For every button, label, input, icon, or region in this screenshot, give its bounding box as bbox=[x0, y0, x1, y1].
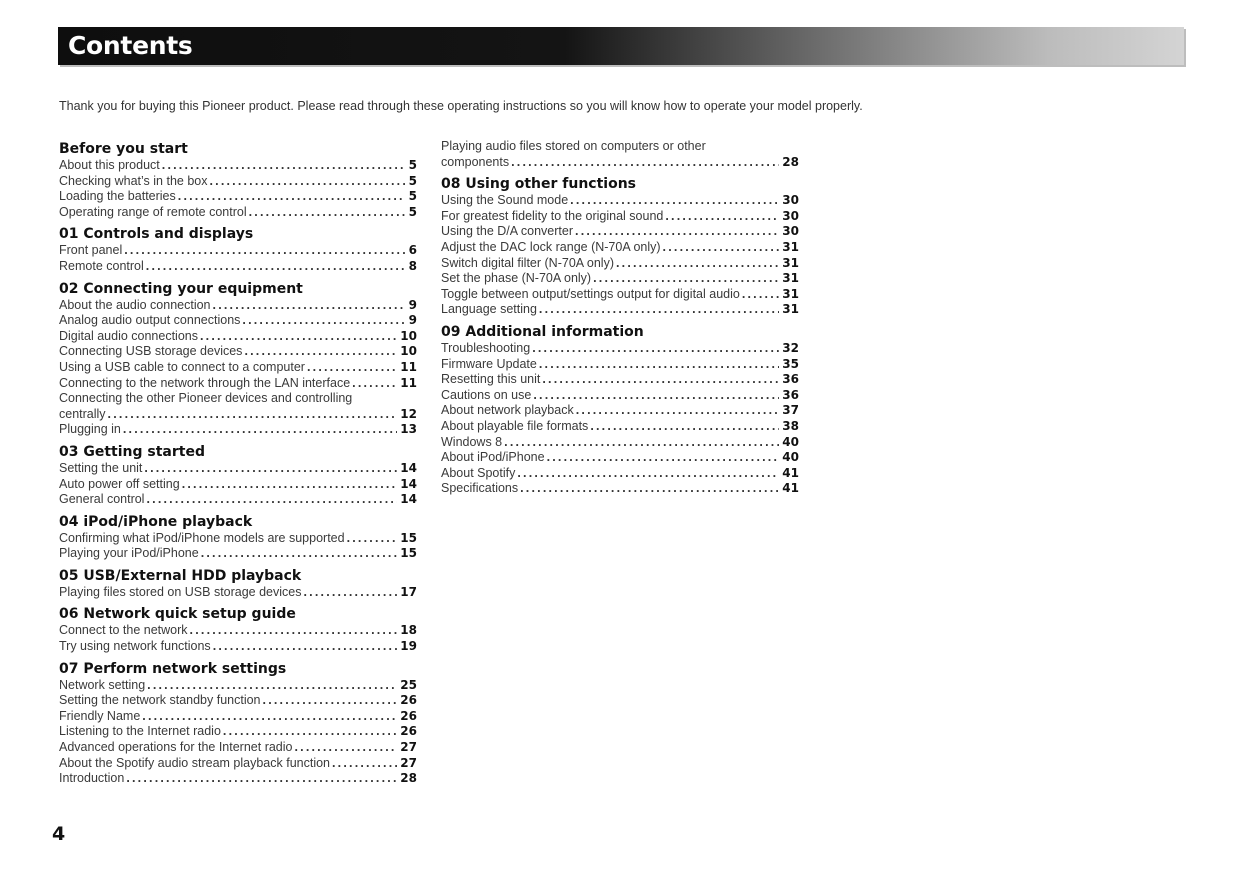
toc-entry-page: 11 bbox=[400, 359, 417, 374]
toc-entry-title: Setting the unit bbox=[59, 460, 143, 475]
toc-entry-title: components bbox=[441, 154, 510, 169]
toc-entry[interactable] bbox=[441, 388, 799, 404]
toc-entry-page: 27 bbox=[400, 755, 417, 770]
toc-entry[interactable] bbox=[441, 302, 799, 318]
toc-entry-title: About this product bbox=[59, 158, 160, 172]
dot-leader bbox=[144, 461, 397, 477]
toc-entry[interactable] bbox=[59, 724, 417, 740]
toc-entry-title: Remote control bbox=[59, 258, 144, 273]
toc-entry-title-line1[interactable]: Connecting the other Pioneer devices and controlling bbox=[59, 391, 353, 406]
toc-entry-title: Language setting bbox=[441, 302, 537, 317]
dot-leader bbox=[223, 724, 397, 740]
toc-entry-title: Switch digital filter (N-70A only) bbox=[441, 255, 614, 270]
dot-leader bbox=[532, 341, 779, 357]
toc-entry[interactable] bbox=[59, 585, 417, 601]
toc-entry-title: Digital audio connections bbox=[59, 328, 198, 343]
toc-entry-title: Connecting to the network through the LAN interface bbox=[59, 375, 351, 390]
toc-entry-page: 31 bbox=[782, 302, 799, 317]
toc-entry-title: Using a USB cable to connect to a computer bbox=[59, 359, 305, 374]
dot-leader bbox=[539, 357, 779, 373]
toc-entry[interactable] bbox=[59, 639, 417, 655]
toc-entry[interactable] bbox=[59, 623, 417, 639]
toc-column-right bbox=[441, 139, 799, 501]
dot-leader bbox=[294, 740, 397, 756]
toc-entry-page: 9 bbox=[408, 313, 417, 328]
toc-entry[interactable] bbox=[59, 313, 417, 329]
toc-section bbox=[441, 139, 799, 170]
toc-entry-title: For greatest fidelity to the original sound bbox=[441, 208, 664, 223]
toc-section bbox=[59, 442, 417, 508]
toc-entry-title: Checking what’s in the box bbox=[59, 173, 208, 188]
toc-entry-page: 9 bbox=[408, 297, 417, 312]
toc-entry-title: Front panel bbox=[59, 243, 123, 258]
toc-entry[interactable] bbox=[441, 240, 799, 256]
dot-leader bbox=[200, 329, 397, 345]
toc-entry-title: Troubleshooting bbox=[441, 340, 531, 355]
toc-section bbox=[441, 174, 799, 318]
toc-entry-title: About the Spotify audio stream playback function bbox=[59, 755, 330, 770]
toc-entry-title: Adjust the DAC lock range (N-70A only) bbox=[441, 239, 661, 254]
toc-entry[interactable] bbox=[441, 341, 799, 357]
dot-leader bbox=[249, 205, 405, 221]
toc-entry[interactable] bbox=[59, 709, 417, 725]
toc-section bbox=[59, 139, 417, 220]
toc-entry-page: 18 bbox=[400, 623, 417, 638]
toc-entry-page: 11 bbox=[400, 375, 417, 390]
toc-entry[interactable] bbox=[59, 298, 417, 314]
dot-leader bbox=[201, 546, 398, 562]
toc-entry-page: 13 bbox=[400, 422, 417, 437]
section-heading: 06 Network quick setup guide bbox=[59, 606, 296, 623]
toc-entry-page: 35 bbox=[782, 356, 799, 371]
toc-entry-page: 14 bbox=[400, 460, 417, 475]
toc-entry-page: 5 bbox=[408, 158, 417, 172]
dot-leader bbox=[182, 477, 398, 493]
toc-entry[interactable] bbox=[59, 756, 417, 772]
dot-leader bbox=[108, 407, 398, 423]
toc-entry[interactable] bbox=[441, 155, 799, 171]
toc-entry-title: Set the phase (N-70A only) bbox=[441, 271, 592, 286]
toc-entry[interactable] bbox=[59, 259, 417, 275]
toc-entry-page: 31 bbox=[782, 271, 799, 286]
dot-leader bbox=[663, 240, 780, 256]
toc-section bbox=[59, 659, 417, 787]
dot-leader bbox=[547, 450, 780, 466]
toc-section bbox=[59, 604, 417, 654]
dot-leader bbox=[590, 419, 779, 435]
toc-entry[interactable] bbox=[59, 546, 417, 562]
toc-entry-page: 26 bbox=[400, 724, 417, 739]
dot-leader bbox=[190, 623, 398, 639]
contents-header-bar bbox=[58, 27, 1184, 65]
toc-section bbox=[59, 566, 417, 601]
toc-entry-page: 36 bbox=[782, 372, 799, 387]
toc-entry-page: 40 bbox=[782, 434, 799, 449]
toc-entry-page: 32 bbox=[782, 340, 799, 355]
toc-entry-page: 27 bbox=[400, 740, 417, 755]
toc-entry-page: 40 bbox=[782, 450, 799, 465]
dot-leader bbox=[575, 224, 779, 240]
toc-section bbox=[59, 512, 417, 562]
dot-leader bbox=[520, 481, 779, 497]
toc-entry-page: 31 bbox=[782, 286, 799, 301]
dot-leader bbox=[244, 344, 397, 360]
toc-entry-page: 31 bbox=[782, 255, 799, 270]
toc-entry[interactable] bbox=[59, 174, 417, 190]
intro-text: Thank you for buying this Pioneer product. Please read through these operating instructions so you will know how to operate your model properly. bbox=[59, 99, 863, 113]
toc-entry-title: Friendly Name bbox=[59, 708, 141, 723]
toc-entry[interactable] bbox=[441, 403, 799, 419]
toc-entry-title: About playable file formats bbox=[441, 418, 589, 433]
toc-entry-page: 14 bbox=[400, 492, 417, 507]
toc-entry-title: centrally bbox=[59, 406, 106, 421]
toc-entry-page: 30 bbox=[782, 224, 799, 239]
toc-section bbox=[59, 224, 417, 274]
toc-entry[interactable] bbox=[441, 256, 799, 272]
dot-leader bbox=[576, 403, 780, 419]
section-heading: 01 Controls and displays bbox=[59, 226, 254, 243]
toc-entry-title: General control bbox=[59, 492, 145, 507]
dot-leader bbox=[242, 313, 405, 329]
toc-entry[interactable] bbox=[59, 477, 417, 493]
dot-leader bbox=[504, 435, 779, 451]
section-heading: 05 USB/External HDD playback bbox=[59, 567, 302, 584]
toc-entry-page: 37 bbox=[782, 403, 799, 418]
section-heading: 09 Additional information bbox=[441, 323, 644, 340]
toc-entry-page: 41 bbox=[782, 481, 799, 496]
dot-leader bbox=[539, 302, 779, 318]
toc-entry-title: Connect to the network bbox=[59, 623, 188, 638]
toc-entry-title: Specifications bbox=[441, 481, 519, 496]
toc-entry-title: Cautions on use bbox=[441, 387, 532, 402]
toc-entry-page: 41 bbox=[782, 465, 799, 480]
toc-entry-page: 15 bbox=[400, 546, 417, 561]
dot-leader bbox=[542, 372, 779, 388]
toc-entry-page: 8 bbox=[408, 258, 417, 273]
dot-leader bbox=[332, 756, 397, 772]
toc-entry[interactable] bbox=[59, 693, 417, 709]
toc-entry-title: Try using network functions bbox=[59, 639, 211, 654]
toc-entry[interactable] bbox=[59, 740, 417, 756]
toc-entry-page: 31 bbox=[782, 239, 799, 254]
toc-entry[interactable] bbox=[441, 435, 799, 451]
toc-entry-title: Playing your iPod/iPhone bbox=[59, 546, 199, 561]
toc-entry-title: Plugging in bbox=[59, 422, 121, 437]
dot-leader bbox=[511, 155, 779, 171]
toc-entry-title: Confirming what iPod/iPhone models are supported bbox=[59, 530, 345, 545]
toc-entry-page: 26 bbox=[400, 693, 417, 708]
toc-entry-page: 28 bbox=[782, 154, 799, 169]
toc-entry-page: 15 bbox=[400, 530, 417, 545]
toc-entry[interactable] bbox=[59, 771, 417, 787]
toc-entry-title: Loading the batteries bbox=[59, 189, 176, 204]
toc-entry-page: 38 bbox=[782, 418, 799, 433]
toc-entry-page: 10 bbox=[400, 344, 417, 359]
toc-entry-page: 6 bbox=[408, 243, 417, 258]
toc-section bbox=[59, 279, 417, 438]
section-heading: Before you start bbox=[59, 141, 188, 157]
toc-entry-title: Operating range of remote control bbox=[59, 204, 247, 219]
dot-leader bbox=[162, 158, 405, 174]
dot-leader bbox=[517, 466, 779, 482]
toc-entry-page: 5 bbox=[408, 173, 417, 188]
toc-entry-page: 30 bbox=[782, 193, 799, 208]
dot-leader bbox=[263, 693, 398, 709]
toc-entry-title: Toggle between output/settings output for digital audio bbox=[441, 286, 740, 301]
toc-entry[interactable] bbox=[59, 205, 417, 221]
toc-entry[interactable] bbox=[441, 271, 799, 287]
toc-entry[interactable] bbox=[441, 372, 799, 388]
dot-leader bbox=[213, 298, 405, 314]
dot-leader bbox=[147, 678, 397, 694]
toc-entry[interactable] bbox=[59, 189, 417, 205]
section-heading: 02 Connecting your equipment bbox=[59, 280, 303, 297]
toc-entry[interactable] bbox=[441, 357, 799, 373]
toc-entry-title: About iPod/iPhone bbox=[441, 450, 545, 465]
toc-entry[interactable] bbox=[59, 158, 417, 174]
toc-entry[interactable] bbox=[59, 678, 417, 694]
toc-entry[interactable] bbox=[59, 531, 417, 547]
toc-entry-page: 5 bbox=[408, 204, 417, 219]
toc-entry-title: Playing files stored on USB storage devices bbox=[59, 584, 302, 599]
dot-leader bbox=[126, 771, 397, 787]
toc-entry-title-line1[interactable]: Playing audio files stored on computers or other bbox=[441, 139, 706, 153]
toc-entry[interactable] bbox=[441, 450, 799, 466]
toc-entry[interactable] bbox=[59, 376, 417, 392]
dot-leader bbox=[616, 256, 779, 272]
toc-column-left bbox=[59, 139, 417, 791]
dot-leader bbox=[533, 388, 779, 404]
toc-entry-title: Network setting bbox=[59, 677, 146, 692]
dot-leader bbox=[347, 531, 398, 547]
dot-leader bbox=[209, 174, 405, 190]
section-heading: 03 Getting started bbox=[59, 443, 205, 460]
toc-entry[interactable] bbox=[441, 481, 799, 497]
toc-entry-page: 30 bbox=[782, 208, 799, 223]
toc-entry[interactable] bbox=[59, 407, 417, 423]
toc-entry-title: Resetting this unit bbox=[441, 372, 541, 387]
toc-entry-page: 5 bbox=[408, 189, 417, 204]
toc-entry-title: Auto power off setting bbox=[59, 476, 180, 491]
toc-entry-title: Using the D/A converter bbox=[441, 224, 574, 239]
section-heading: 04 iPod/iPhone playback bbox=[59, 513, 253, 530]
dot-leader bbox=[304, 585, 398, 601]
section-heading: 07 Perform network settings bbox=[59, 660, 287, 677]
toc-entry-title: Windows 8 bbox=[441, 434, 503, 449]
dot-leader bbox=[570, 193, 779, 209]
toc-entry[interactable] bbox=[441, 419, 799, 435]
toc-entry[interactable] bbox=[441, 466, 799, 482]
toc-entry[interactable] bbox=[59, 422, 417, 438]
dot-leader bbox=[593, 271, 779, 287]
toc-entry[interactable] bbox=[441, 209, 799, 225]
toc-entry-title: Setting the network standby function bbox=[59, 693, 261, 708]
toc-entry-page: 14 bbox=[400, 476, 417, 491]
dot-leader bbox=[665, 209, 779, 225]
dot-leader bbox=[146, 259, 405, 275]
dot-leader bbox=[352, 376, 397, 392]
toc-entry[interactable] bbox=[59, 360, 417, 376]
page-title: Contents bbox=[68, 31, 193, 60]
toc-entry[interactable] bbox=[59, 243, 417, 259]
toc-entry[interactable] bbox=[59, 461, 417, 477]
toc-entry-page: 19 bbox=[400, 639, 417, 654]
toc-section bbox=[441, 322, 799, 497]
dot-leader bbox=[123, 422, 397, 438]
toc-entry-title: Listening to the Internet radio bbox=[59, 724, 221, 739]
toc-entry-title: About network playback bbox=[441, 403, 574, 418]
toc-entry-page: 36 bbox=[782, 387, 799, 402]
toc-entry-title: Introduction bbox=[59, 771, 125, 786]
toc-entry-title: Connecting USB storage devices bbox=[59, 344, 243, 359]
toc-entry-title: About Spotify bbox=[441, 465, 516, 480]
dot-leader bbox=[213, 639, 398, 655]
toc-entry-title: Analog audio output connections bbox=[59, 313, 241, 328]
dot-leader bbox=[146, 492, 397, 508]
section-heading: 08 Using other functions bbox=[441, 176, 637, 193]
page-number: 4 bbox=[52, 823, 66, 845]
toc-entry[interactable] bbox=[59, 344, 417, 360]
toc-entry-title: Advanced operations for the Internet radio bbox=[59, 740, 293, 755]
dot-leader bbox=[307, 360, 397, 376]
toc-entry-title: Firmware Update bbox=[441, 356, 537, 371]
toc-entry-title: About the audio connection bbox=[59, 297, 211, 312]
toc-entry-page: 17 bbox=[400, 584, 417, 599]
dot-leader bbox=[142, 709, 397, 725]
dot-leader bbox=[742, 287, 779, 303]
toc-entry-page: 28 bbox=[400, 771, 417, 786]
toc-entry-page: 12 bbox=[400, 406, 417, 421]
toc-entry-page: 26 bbox=[400, 708, 417, 723]
toc-entry[interactable] bbox=[441, 287, 799, 303]
dot-leader bbox=[124, 243, 405, 259]
toc-entry[interactable] bbox=[441, 224, 799, 240]
toc-entry[interactable] bbox=[59, 492, 417, 508]
toc-entry[interactable] bbox=[59, 329, 417, 345]
dot-leader bbox=[178, 189, 405, 205]
toc-entry-title: Using the Sound mode bbox=[441, 193, 569, 208]
toc-entry-page: 25 bbox=[400, 677, 417, 692]
toc-entry[interactable] bbox=[441, 193, 799, 209]
toc-entry-page: 10 bbox=[400, 328, 417, 343]
